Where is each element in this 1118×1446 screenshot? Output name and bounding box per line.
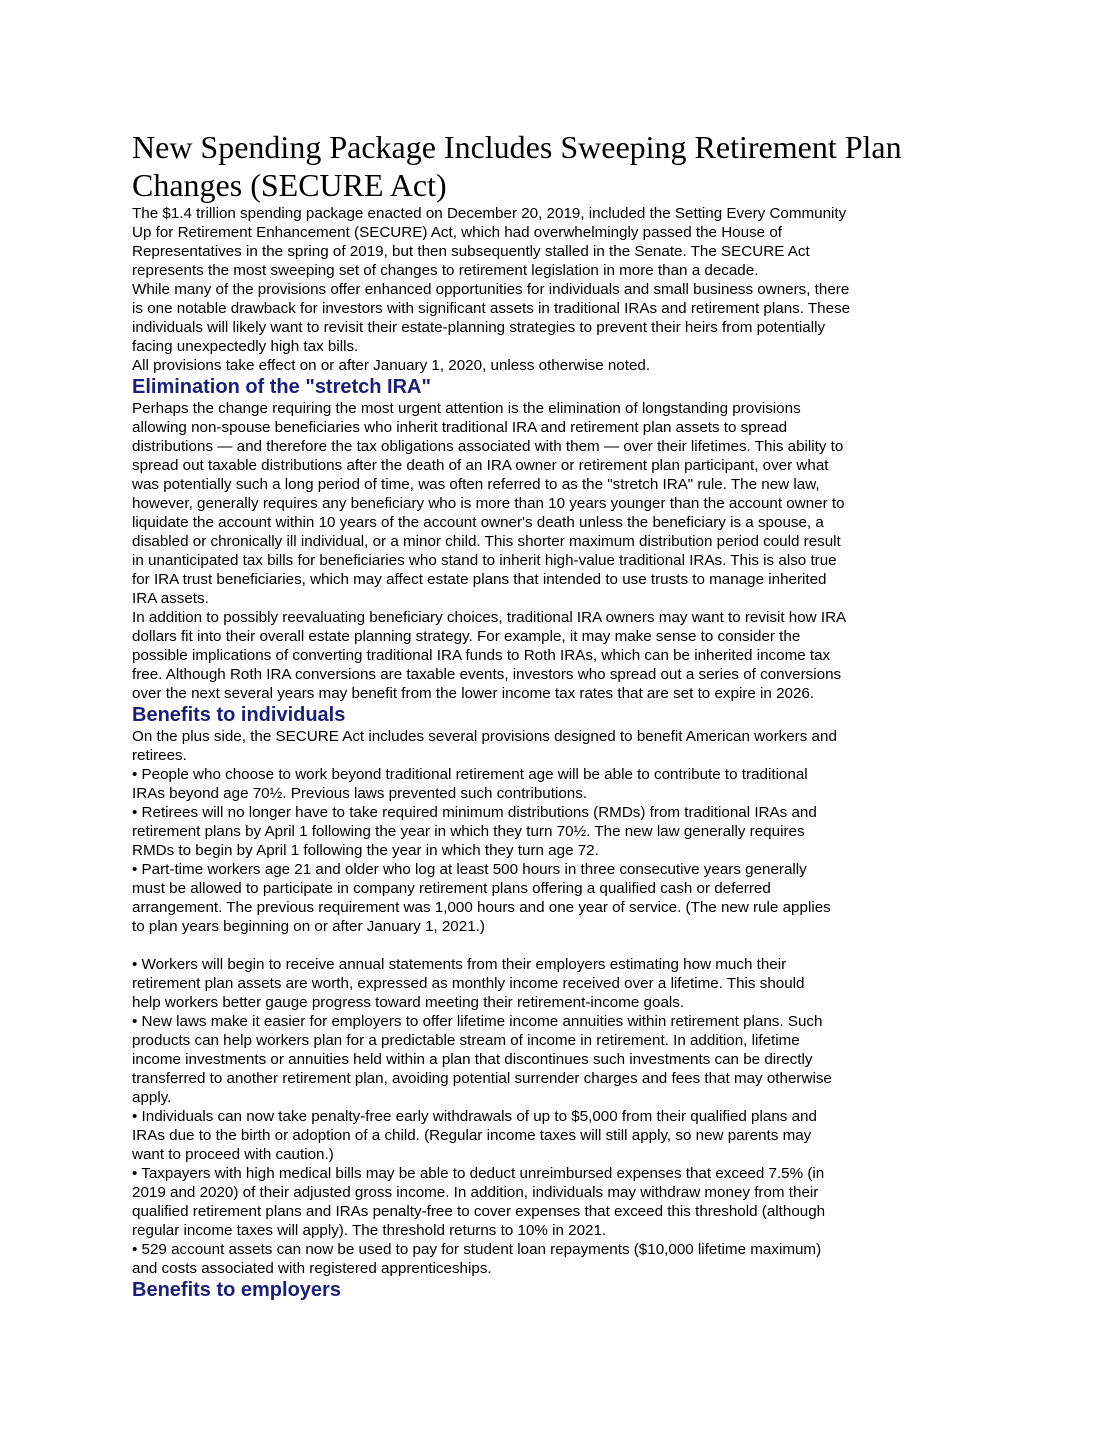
bullet-birth-adoption-withdrawals: • Individuals can now take penalty-free early withdrawals of up to $5,000 from their qualified plans and IRAs due to the birth or adoption of a child. (Regular income taxes will still apply, so new parents may want to proceed with caution.) (132, 1108, 817, 1163)
intro-paragraph-1: The $1.4 trillion spending package enacted on December 20, 2019, included the Setting Every Community Up for Retirement Enhancement (SECURE) Act, which had overwhelmingly passed the House of Representatives in the spring of 2019, but then subsequently stalled in the Senate. The SECURE Act represents the most sweeping set of changes to retirement legislation in more than a decade. (132, 205, 847, 279)
stretch-ira-paragraph-1: Perhaps the change requiring the most urgent attention is the elimination of longstanding provisions allowing non-spouse beneficiaries who inherit traditional IRA and retirement plan assets to spread distributions — and therefore the tax obligations associated with them — over their lifetimes. This ability to spread out taxable distributions after the death of an IRA owner or retirement plan participant, over what was potentially such a long period of time, was often referred to as the "stretch IRA" rule. The new law, however, generally requires any beneficiary who is more than 10 years younger than the account owner to liquidate the account within 10 years of the account owner's death unless the beneficiary is a spouse, a disabled or chronically ill individual, or a minor child. This shorter maximum distribution period could result in unanticipated tax bills for beneficiaries who stand to inherit high-value traditional IRAs. This is also true for IRA trust beneficiaries, which may affect estate plans that intended to use trusts to manage inherited IRA assets. (132, 400, 845, 607)
stretch-ira-paragraph-2: In addition to possibly reevaluating beneficiary choices, traditional IRA owners may want to revisit how IRA dollars fit into their overall estate planning strategy. For example, it may make sense to consider the possible implications of converting traditional IRA funds to Roth IRAs, which can be inherited income tax free. Although Roth IRA conversions are taxable events, investors who spread out a series of conversions over the next several years may benefit from the lower income tax rates that are set to expire in 2026. (132, 609, 847, 702)
intro-paragraph-3: All provisions take effect on or after January 1, 2020, unless otherwise noted. (132, 357, 651, 374)
bullet-rmd-age-72: • Retirees will no longer have to take required minimum distributions (RMDs) from traditional IRAs and retirement plans by April 1 following the year in which they turn 70½. The new law generally requires RMDs to begin by April 1 following the year in which they turn age 72. (132, 804, 817, 859)
intro-paragraph-2: While many of the provisions offer enhanced opportunities for individuals and small business owners, there is one notable drawback for investors with significant assets in traditional IRAs and retirement plans. These individuals will likely want to revisit their estate-planning strategies to prevent their heirs from potentially facing unexpectedly high tax bills. (132, 281, 851, 355)
document-title: New Spending Package Includes Sweeping Retirement Plan Changes (SECURE Act) (132, 129, 902, 203)
bullet-part-time-workers: • Part-time workers age 21 and older who log at least 500 hours in three consecutive years generally must be allowed to participate in company retirement plans offering a qualified cash or deferred arrangement. The previous requirement was 1,000 hours and one year of service. (The new rule applies to plan years beginning on or after January 1, 2021.) (132, 861, 831, 935)
bullet-medical-expenses: • Taxpayers with high medical bills may be able to deduct unreimbursed expenses that exceed 7.5% (in 2019 and 2020) of their adjusted gross income. In addition, individuals may withdraw money from their qualified retirement plans and IRAs penalty-free to cover expenses that exceed this threshold (although regular income taxes will apply). The threshold returns to 10% in 2021. (132, 1165, 826, 1239)
bullet-contribute-beyond-70: • People who choose to work beyond traditional retirement age will be able to contribute to traditional IRAs beyond age 70½. Previous laws prevented such contributions. (132, 766, 808, 802)
section-heading-stretch-ira: Elimination of the "stretch IRA" (132, 376, 431, 398)
section-heading-benefits-employers: Benefits to employers (132, 1279, 341, 1301)
document-page (132, 128, 932, 1302)
benefits-individuals-intro: On the plus side, the SECURE Act includes several provisions designed to benefit American workers and retirees. (132, 728, 837, 764)
bullet-lifetime-annuities: • New laws make it easier for employers to offer lifetime income annuities within retirement plans. Such products can help workers plan for a predictable stream of income in retirement. In addition, lifetime income investments or annuities held within a plan that discontinues such investments can be directly transferred to another retirement plan, avoiding potential surrender charges and fees that may otherwise apply. (132, 1013, 832, 1106)
paragraph-gap (132, 936, 932, 955)
bullet-529-accounts: • 529 account assets can now be used to pay for student loan repayments ($10,000 lifetime maximum) and costs associated with registered apprenticeships. (132, 1241, 822, 1277)
bullet-annual-statements: • Workers will begin to receive annual statements from their employers estimating how much their retirement plan assets are worth, expressed as monthly income received over a lifetime. This should help workers better gauge progress toward meeting their retirement-income goals. (132, 956, 805, 1011)
section-heading-benefits-individuals: Benefits to individuals (132, 704, 346, 726)
